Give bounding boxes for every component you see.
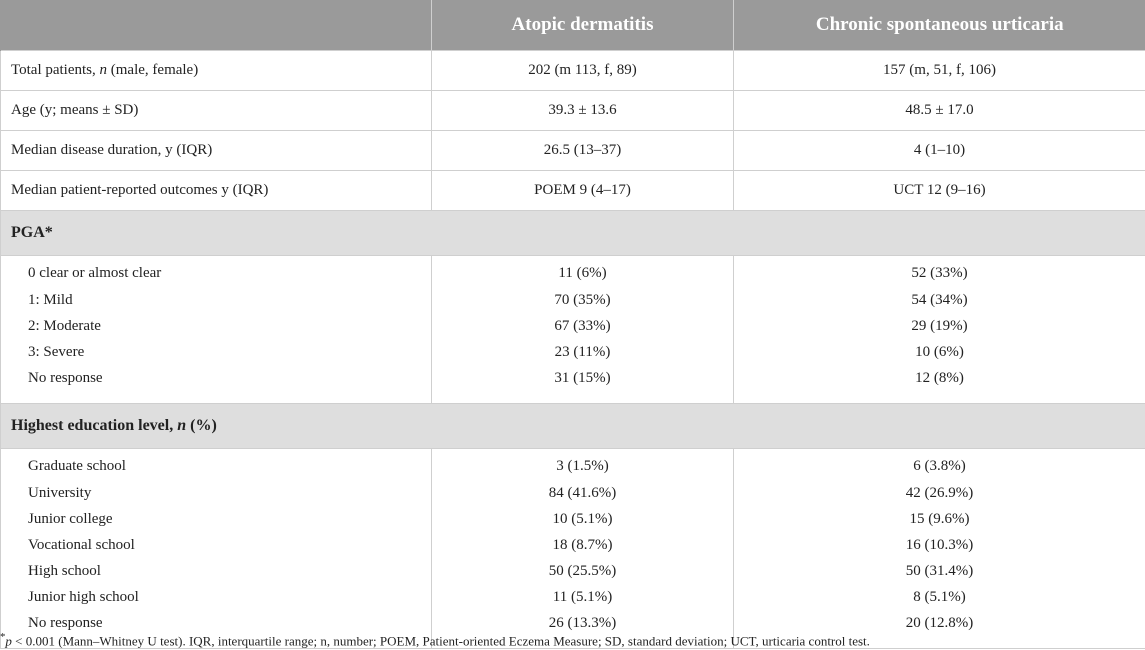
header-atopic-dermatitis: Atopic dermatitis <box>432 0 734 50</box>
ad-value: 26 (13.3%) <box>432 611 734 649</box>
ad-value: 11 (6%) <box>432 255 734 288</box>
ad-value: 11 (5.1%) <box>432 585 734 611</box>
csu-value: 8 (5.1%) <box>734 585 1145 611</box>
footnote-p: p <box>5 633 12 649</box>
list-item <box>1 481 1145 507</box>
csu-value: 50 (31.4%) <box>734 559 1145 585</box>
csu-value: 16 (10.3%) <box>734 533 1145 559</box>
education-label: Junior college <box>1 507 432 533</box>
table-footnote <box>0 631 870 649</box>
header-chronic-spontaneous-urticaria: Chronic spontaneous urticaria <box>734 0 1145 50</box>
list-item <box>1 448 1145 481</box>
footnote-star: * <box>0 631 6 643</box>
ad-value: 23 (11%) <box>432 340 734 366</box>
ad-value: 3 (1.5%) <box>432 448 734 481</box>
ad-value: 84 (41.6%) <box>432 481 734 507</box>
row-label: Total patients, n (male, female) <box>1 50 432 90</box>
table-header-row <box>1 0 1145 50</box>
pga-label: 0 clear or almost clear <box>1 255 432 288</box>
ad-value: 202 (m 113, f, 89) <box>432 50 734 90</box>
education-label: Graduate school <box>1 448 432 481</box>
pga-label: 1: Mild <box>1 288 432 314</box>
csu-value: 20 (12.8%) <box>734 611 1145 649</box>
list-item <box>1 366 1145 404</box>
row-label: Age (y; means ± SD) <box>1 90 432 130</box>
pga-label: 2: Moderate <box>1 314 432 340</box>
csu-value: UCT 12 (9–16) <box>734 170 1145 210</box>
ad-value: 50 (25.5%) <box>432 559 734 585</box>
ad-value: 31 (15%) <box>432 366 734 404</box>
footnote-text: < 0.001 (Mann–Whitney U test). IQR, interquartile range; n, number; POEM, Patient-oriented Eczema Measure; SD, standard deviation; UCT, urticaria control test. <box>11 633 870 649</box>
table-row <box>1 130 1145 170</box>
list-item <box>1 533 1145 559</box>
csu-value: 157 (m, 51, f, 106) <box>734 50 1145 90</box>
list-item <box>1 288 1145 314</box>
education-label: University <box>1 481 432 507</box>
header-empty-cell <box>1 0 432 50</box>
csu-value: 42 (26.9%) <box>734 481 1145 507</box>
row-label: Median patient-reported outcomes y (IQR) <box>1 170 432 210</box>
section-header-education <box>1 403 1145 448</box>
ad-value: POEM 9 (4–17) <box>432 170 734 210</box>
ad-value: 10 (5.1%) <box>432 507 734 533</box>
section-header-pga <box>1 210 1145 255</box>
csu-value: 52 (33%) <box>734 255 1145 288</box>
ad-value: 39.3 ± 13.6 <box>432 90 734 130</box>
list-item <box>1 340 1145 366</box>
csu-value: 48.5 ± 17.0 <box>734 90 1145 130</box>
education-label: Junior high school <box>1 585 432 611</box>
list-item <box>1 585 1145 611</box>
csu-value: 6 (3.8%) <box>734 448 1145 481</box>
table-row <box>1 170 1145 210</box>
csu-value: 29 (19%) <box>734 314 1145 340</box>
education-label: High school <box>1 559 432 585</box>
csu-value: 12 (8%) <box>734 366 1145 404</box>
ad-value: 26.5 (13–37) <box>432 130 734 170</box>
education-label: Vocational school <box>1 533 432 559</box>
csu-value: 10 (6%) <box>734 340 1145 366</box>
ad-value: 70 (35%) <box>432 288 734 314</box>
ad-value: 18 (8.7%) <box>432 533 734 559</box>
education-label: No response <box>1 611 432 649</box>
csu-value: 54 (34%) <box>734 288 1145 314</box>
pga-label: 3: Severe <box>1 340 432 366</box>
list-item <box>1 559 1145 585</box>
list-item <box>1 255 1145 288</box>
csu-value: 15 (9.6%) <box>734 507 1145 533</box>
table-row <box>1 90 1145 130</box>
table-row <box>1 50 1145 90</box>
section-title: PGA* <box>1 210 1145 255</box>
csu-value: 4 (1–10) <box>734 130 1145 170</box>
pga-label: No response <box>1 366 432 404</box>
ad-value: 67 (33%) <box>432 314 734 340</box>
list-item <box>1 507 1145 533</box>
list-item <box>1 314 1145 340</box>
row-label: Median disease duration, y (IQR) <box>1 130 432 170</box>
section-title: Highest education level, n (%) <box>1 403 1145 448</box>
